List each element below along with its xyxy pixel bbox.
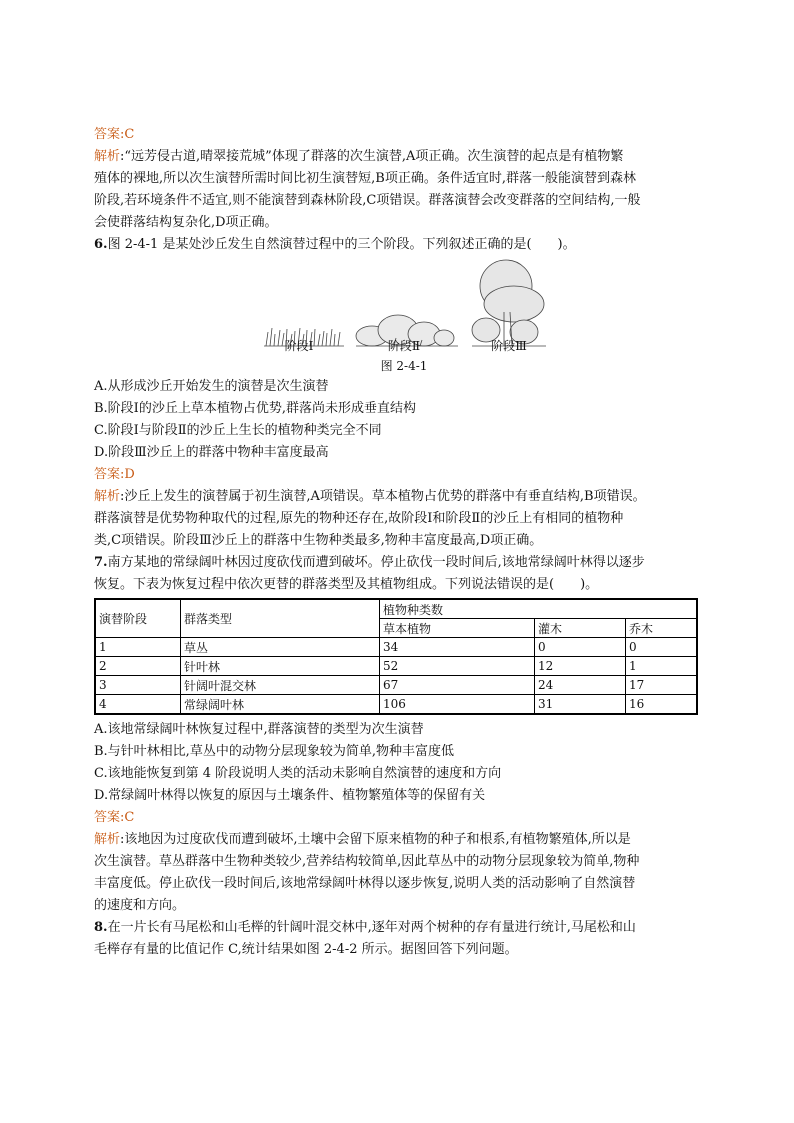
- succession-table: [94, 598, 698, 715]
- q6-explain-line-1: [94, 486, 714, 508]
- header-type: 群落类型: [181, 599, 380, 638]
- table-row: [95, 676, 697, 695]
- cell-tree: 16: [626, 695, 698, 715]
- q8-stem-line-1: [94, 917, 714, 939]
- q7-stem-line-2: 恢复。下表为恢复过程中依次更替的群落类型及其植物组成。下列说法错误的是( )。: [94, 577, 599, 592]
- q6-explain-line-3: 类,C项错误。阶段Ⅲ沙丘上的群落中生物种类最多,物种丰富度最高,D项正确。: [94, 533, 543, 548]
- q7-explain-line-4: 的速度和方向。: [94, 898, 186, 913]
- q7-option-d: D.常绿阔叶林得以恢复的原因与土壤条件、植物繁殖体等的保留有关: [94, 788, 486, 803]
- explain-text: :“远芳侵古道,晴翠接荒城”体现了群落的次生演替,A项正确。次生演替的起点是有植物繁: [120, 149, 624, 164]
- table-row: [95, 638, 697, 657]
- cell-tree: 1: [626, 657, 698, 676]
- answer-label: 答案:: [94, 810, 125, 825]
- q6-answer: [94, 464, 714, 486]
- explain-label: 解析: [94, 149, 121, 164]
- cell-type: 草丛: [181, 638, 380, 657]
- explain-text: :该地因为过度砍伐而遭到破坏,土壤中会留下原来植物的种子和根系,有植物繁殖体,所以是: [120, 832, 631, 847]
- q7-explain-line-2: 次生演替。草丛群落中生物种类较少,营养结构较简单,因此草丛中的动物分层现象较为简单,物种: [94, 854, 640, 869]
- cell-stage: 3: [95, 676, 181, 695]
- cell-herb: 52: [380, 657, 535, 676]
- table-row: [95, 657, 697, 676]
- cell-shrub: 31: [535, 695, 626, 715]
- cell-herb: 106: [380, 695, 535, 715]
- q6-option-a: A.从形成沙丘开始发生的演替是次生演替: [94, 379, 329, 394]
- header-herb: 草本植物: [380, 619, 535, 638]
- header-shrub: 灌木: [535, 619, 626, 638]
- header-stage: 演替阶段: [95, 599, 181, 638]
- cell-stage: 4: [95, 695, 181, 715]
- cell-shrub: 24: [535, 676, 626, 695]
- q6-stem: [94, 234, 714, 256]
- q5-explain-line-3: 阶段,若环境条件不适宜,则不能演替到森林阶段,C项错误。群落演替会改变群落的空间结构,一般: [94, 193, 641, 208]
- cell-type: 针阔叶混交林: [181, 676, 380, 695]
- table-row: [95, 695, 697, 715]
- cell-type: 常绿阔叶林: [181, 695, 380, 715]
- explain-label: 解析: [94, 832, 121, 847]
- q6-explain-line-2: 群落演替是优势物种取代的过程,原先的物种还存在,故阶段Ⅰ和阶段Ⅱ的沙丘上有相同的植物种: [94, 511, 624, 526]
- stage-3-label: 阶段Ⅲ: [491, 339, 527, 353]
- q6-option-d: D.阶段Ⅲ沙丘上的群落中物种丰富度最高: [94, 445, 329, 460]
- header-species-count: 植物种类数: [380, 599, 698, 619]
- q7-option-b: B.与针叶林相比,草丛中的动物分层现象较为简单,物种丰富度低: [94, 744, 454, 759]
- stage-1-label: 阶段Ⅰ: [284, 339, 314, 353]
- q6-option-c: C.阶段Ⅰ与阶段Ⅱ的沙丘上生长的植物种类完全不同: [94, 423, 382, 438]
- answer-value: D: [124, 467, 135, 482]
- cell-herb: 67: [380, 676, 535, 695]
- cell-herb: 34: [380, 638, 535, 657]
- answer-label: 答案:: [94, 127, 125, 142]
- question-number: 7.: [94, 555, 108, 570]
- header-tree: 乔木: [626, 619, 698, 638]
- q8-stem-line-2: 毛榉存有量的比值记作 C,统计结果如图 2-4-2 所示。据图回答下列问题。: [94, 942, 518, 957]
- q6-option-b: B.阶段Ⅰ的沙丘上草本植物占优势,群落尚未形成垂直结构: [94, 401, 416, 416]
- answer-label: 答案:: [94, 467, 125, 482]
- question-stem: 南方某地的常绿阔叶林因过度砍伐而遭到破坏。停止砍伐一段时间后,该地常绿阔叶林得以逐步: [107, 555, 645, 570]
- q7-explain-line-1: [94, 829, 714, 851]
- figure-caption: 图 2-4-1: [380, 359, 428, 373]
- question-number: 8.: [94, 920, 108, 935]
- q7-option-a: A.该地常绿阔叶林恢复过程中,群落演替的类型为次生演替: [94, 722, 424, 737]
- answer-value: C: [124, 127, 135, 142]
- q5-explain-line-4: 会使群落结构复杂化,D项正确。: [94, 215, 278, 230]
- q7-option-c: C.该地能恢复到第 4 阶段说明人类的活动未影响自然演替的速度和方向: [94, 766, 502, 781]
- question-stem: 图 2-4-1 是某处沙丘发生自然演替过程中的三个阶段。下列叙述正确的是( )。: [107, 237, 576, 252]
- stage-2-label: 阶段Ⅱ: [387, 339, 421, 353]
- stage-3-forest-drawing: [472, 260, 546, 346]
- cell-type: 针叶林: [181, 657, 380, 676]
- q7-answer: [94, 807, 714, 829]
- cell-shrub: 0: [535, 638, 626, 657]
- q6-figure: [94, 256, 714, 376]
- q5-explain-line-2: 殖体的裸地,所以次生演替所需时间比初生演替短,B项正确。条件适宜时,群落一般能演替到森林: [94, 171, 636, 186]
- q5-answer: [94, 124, 714, 146]
- q5-explain-line-1: [94, 146, 714, 168]
- question-number: 6.: [94, 237, 108, 252]
- cell-stage: 1: [95, 638, 181, 657]
- q7-stem-line-1: [94, 552, 714, 574]
- answer-value: C: [124, 810, 135, 825]
- cell-tree: 17: [626, 676, 698, 695]
- page-content: [94, 124, 714, 961]
- q7-explain-line-3: 丰富度低。停止砍伐一段时间后,该地常绿阔叶林得以逐步恢复,说明人类的活动影响了自然演替: [94, 876, 636, 891]
- explain-label: 解析: [94, 489, 121, 504]
- cell-tree: 0: [626, 638, 698, 657]
- cell-stage: 2: [95, 657, 181, 676]
- question-stem: 在一片长有马尾松和山毛榉的针阔叶混交林中,逐年对两个树种的存有量进行统计,马尾松和山: [107, 920, 636, 935]
- cell-shrub: 12: [535, 657, 626, 676]
- explain-text: :沙丘上发生的演替属于初生演替,A项错误。草本植物占优势的群落中有垂直结构,B项错误。: [120, 489, 646, 504]
- table-header-row: [95, 599, 697, 619]
